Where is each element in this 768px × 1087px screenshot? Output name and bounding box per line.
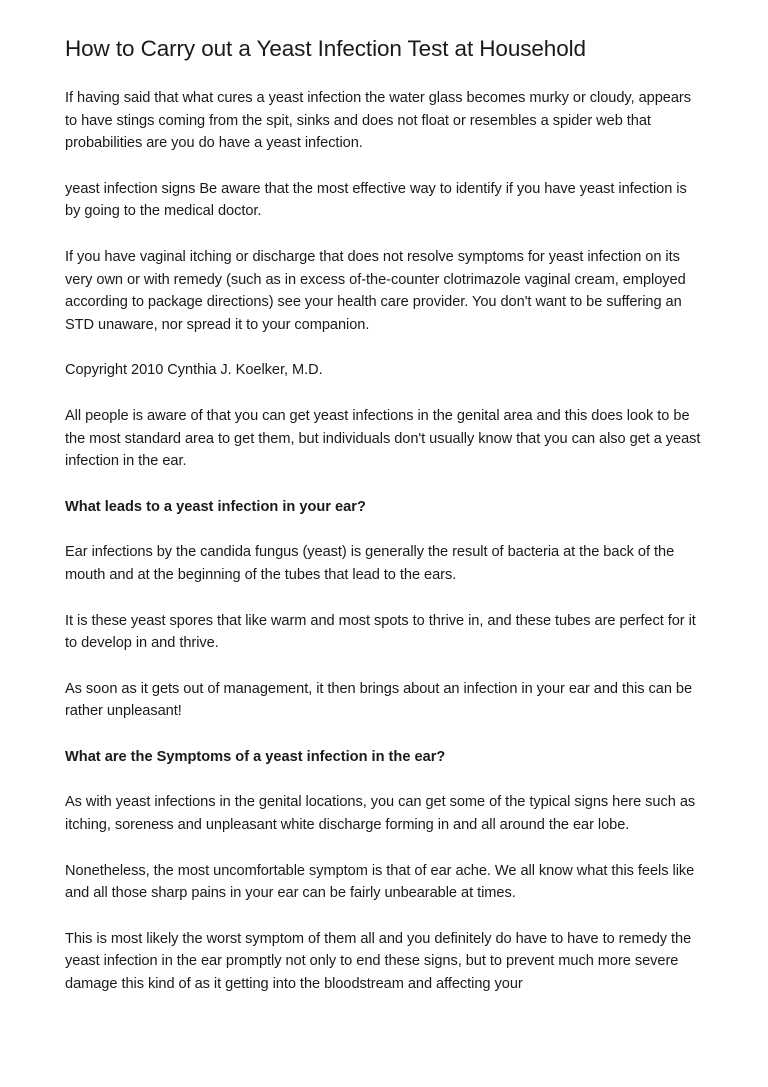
- section-heading: What are the Symptoms of a yeast infection in the ear?: [65, 748, 446, 765]
- document-title: How to Carry out a Yeast Infection Test at Household: [65, 36, 586, 61]
- paragraph: All people is aware of that you can get yeast infections in the genital area and this does look to be the most standard area to get them, but individuals don't usually know that you can also get a yeast infection in the ear.: [65, 407, 701, 470]
- paragraph: As with yeast infections in the genital locations, you can get some of the typical signs here such as itching, soreness and unpleasant white discharge forming in and all around the ear lobe.: [65, 794, 696, 834]
- paragraph: If you have vaginal itching or discharge that does not resolve symptoms for yeast infection on its very own or with remedy (such as in excess of-the-counter clotrimazole vaginal cream, employed according to package directions) see your health care provider. You don't want to be suffering an STD unaware, nor spread it to your companion.: [65, 248, 686, 333]
- paragraph: If having said that what cures a yeast infection the water glass becomes murky or cloudy, appears to have stings coming from the spit, sinks and does not float or resembles a spider web that probabilities are you do have a yeast infection.: [65, 90, 691, 152]
- paragraph: yeast infection signs Be aware that the most effective way to identify if you have yeast infection is by going to the medical doctor.: [65, 180, 687, 220]
- document-page: [65, 33, 705, 996]
- paragraph: Nonetheless, the most uncomfortable symptom is that of ear ache. We all know what this feels like and all those sharp pains in your ear can be fairly unbearable at times.: [65, 862, 695, 902]
- section-heading: What leads to a yeast infection in your ear?: [65, 498, 366, 515]
- paragraph: Ear infections by the candida fungus (yeast) is generally the result of bacteria at the back of the mouth and at the beginning of the tubes that lead to the ears.: [65, 544, 675, 583]
- paragraph: This is most likely the worst symptom of them all and you definitely do have to have to remedy the yeast infection in the ear promptly not only to end these signs, but to prevent much more severe damage this kind of as it getting into the bloodstream and affecting your: [65, 930, 692, 993]
- paragraph: It is these yeast spores that like warm and most spots to thrive in, and these tubes are perfect for it to develop in and thrive.: [65, 612, 696, 652]
- copyright-line: Copyright 2010 Cynthia J. Koelker, M.D.: [65, 362, 323, 379]
- paragraph: As soon as it gets out of management, it then brings about an infection in your ear and this can be rather unpleasant!: [65, 680, 693, 720]
